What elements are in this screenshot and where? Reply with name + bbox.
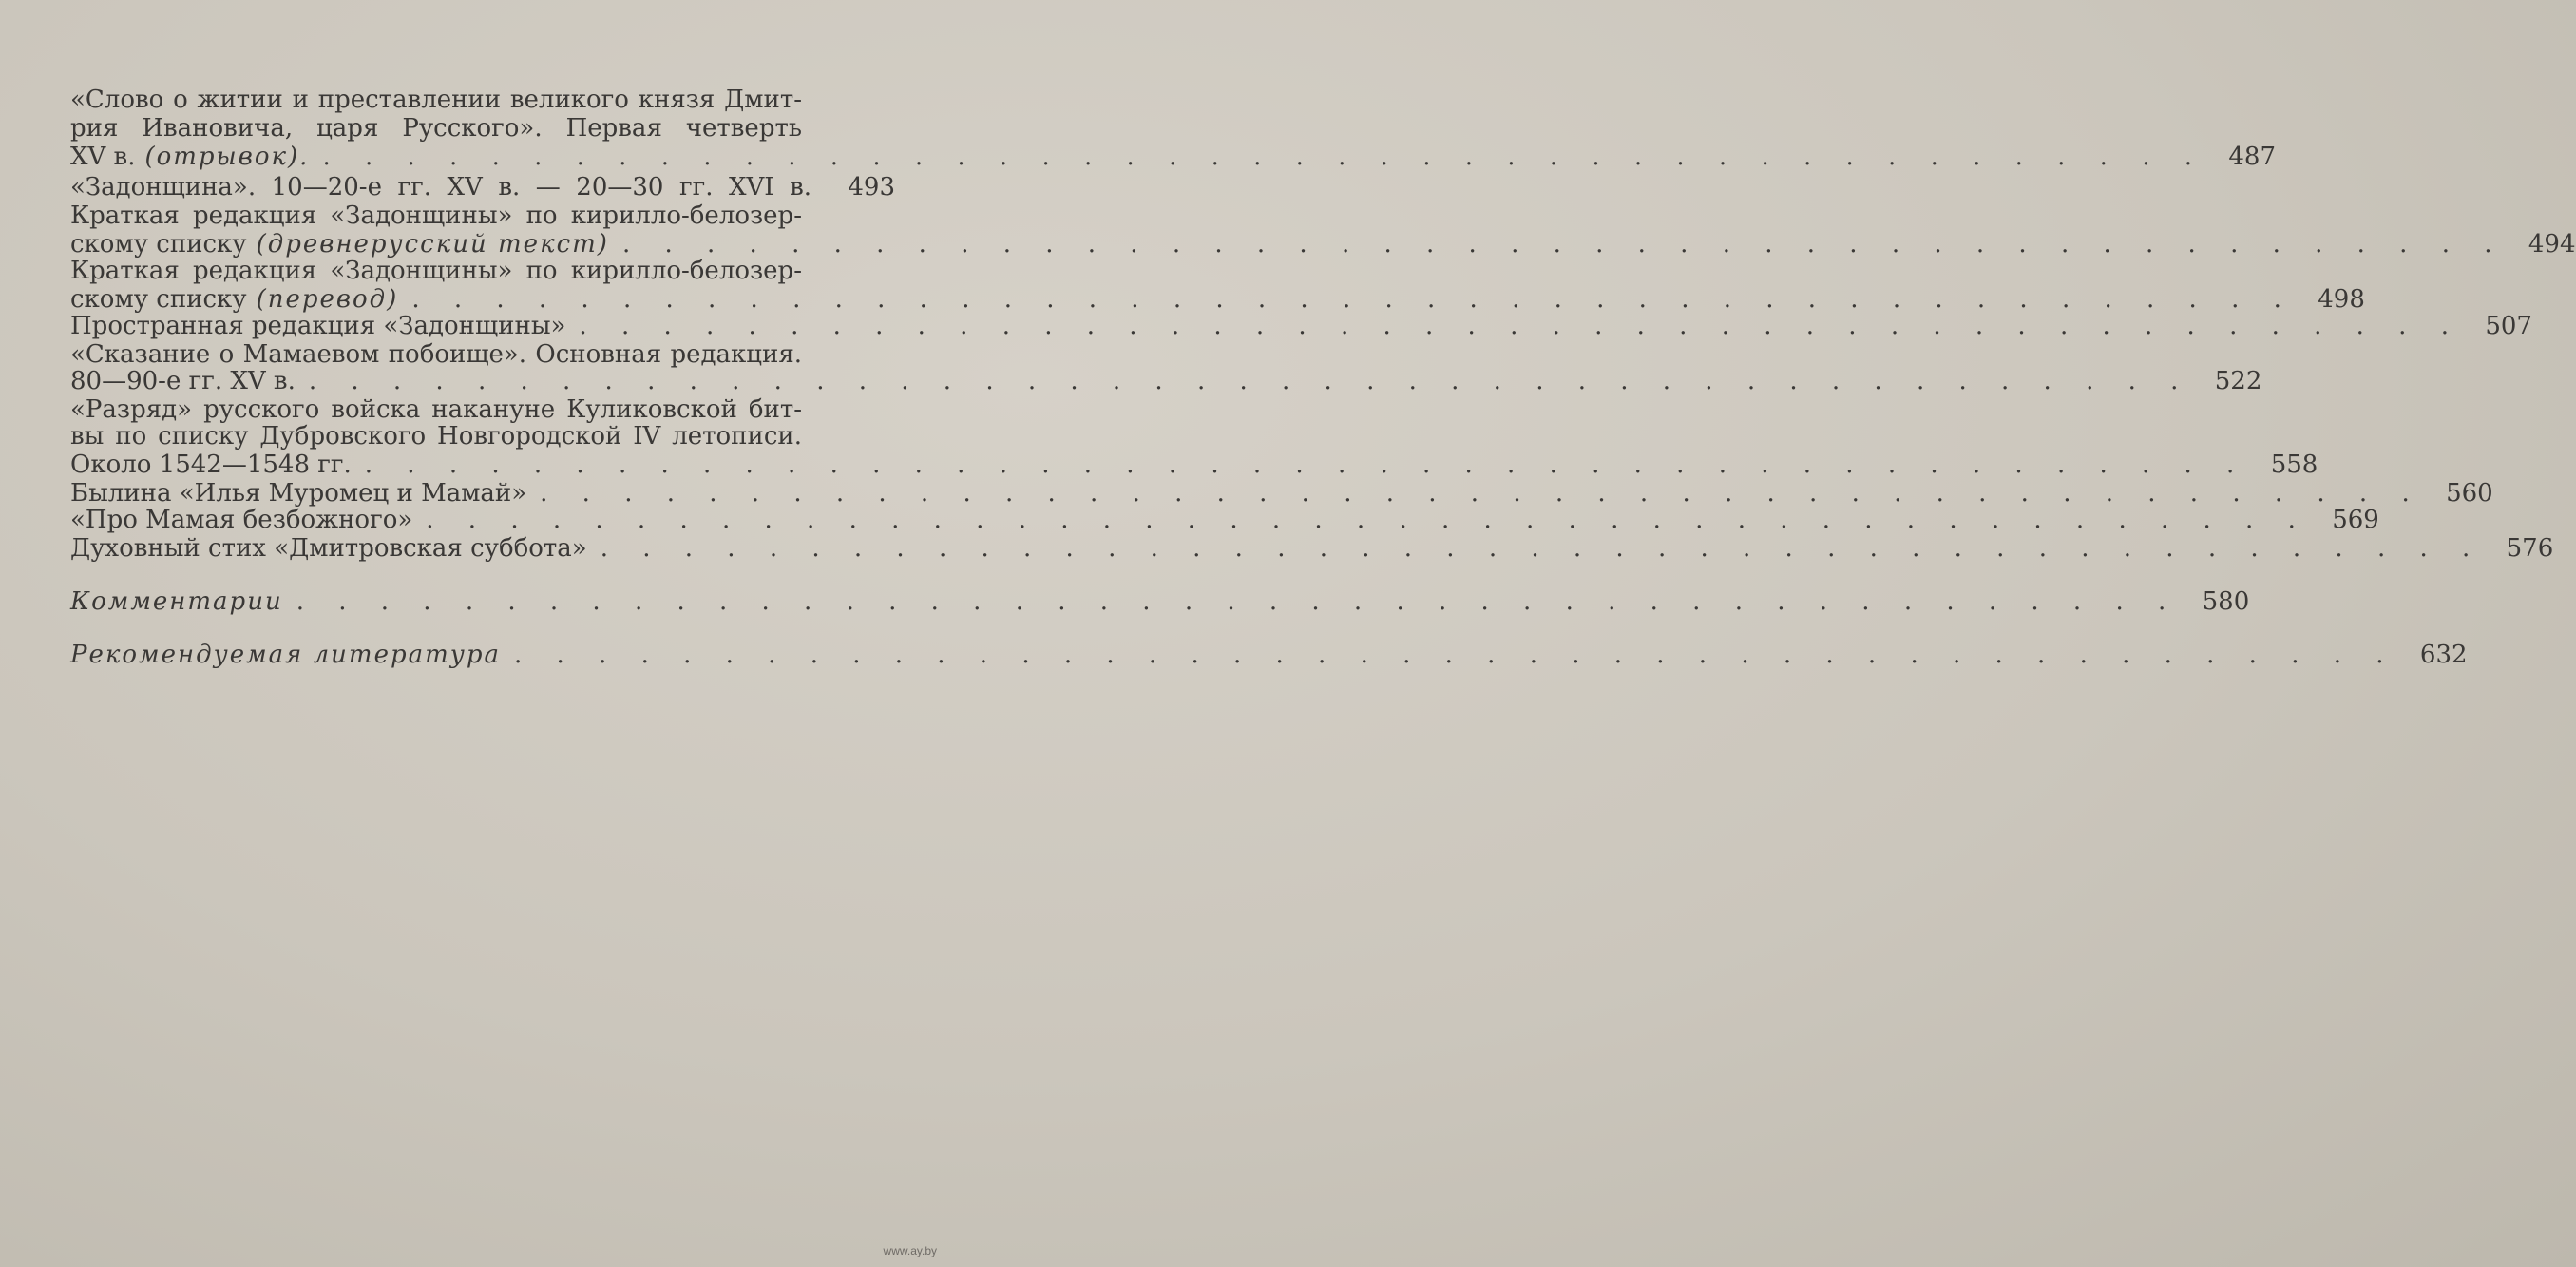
toc-entry-text: Пространная редакция «Задонщины» bbox=[70, 312, 566, 340]
toc-entry-comments bbox=[70, 587, 2250, 616]
toc-entry-line: «Слово о житии и преставлении великого князя Дмит- bbox=[70, 86, 802, 114]
toc-entry bbox=[70, 479, 2493, 508]
leader-dots: . . . . . . . . . . . . . . . . . . . . . . . . . . . . . . . . . . . . . . . . . . . . . bbox=[308, 367, 2192, 395]
toc-entry-line: «Разряд» русского войска накануне Куликовской бит- bbox=[70, 395, 802, 424]
leader-dots: . . . . . . . . . . . . . . . . . . . . . . . . . . . . . . . . . . . . . . . . . . . . . bbox=[513, 641, 2397, 669]
toc-entry bbox=[70, 451, 2318, 479]
toc-entry-italic: (древнерусский текст) bbox=[256, 230, 609, 259]
leader-dots: . . . . . . . . . . . . . . . . . . . . . . . . . . . . . . . . . . . . . . . . . . . . . bbox=[579, 312, 2462, 340]
toc-entry-italic: (перевод) bbox=[256, 285, 399, 314]
page-number: 507 bbox=[2485, 312, 2532, 340]
leader-dots: . . . . . . . . . . . . . . . . . . . . . . . . . . . . . . . . . . . . . . . . . . . . . bbox=[540, 479, 2423, 508]
toc-entry-italic: Рекомендуемая литература bbox=[70, 641, 501, 669]
toc-entry-line: Краткая редакция «Задонщины» по кирилло-белозер- bbox=[70, 257, 802, 285]
toc-entry-text: 80—90-е гг. XV в. bbox=[70, 367, 296, 395]
toc-entry-italic: Комментарии bbox=[70, 587, 283, 616]
toc-entry-line: вы по списку Дубровского Новгородской IV летописи. bbox=[70, 422, 802, 451]
page-number: 580 bbox=[2202, 587, 2250, 616]
page-number: 498 bbox=[2318, 285, 2365, 314]
leader-dots: . . . . . . . . . . . . . . . . . . . . . . . . . . . . . . . . . . . . . . . . . . . . . bbox=[296, 587, 2180, 616]
toc-entry-line: рия Ивановича, царя Русского». Первая четверть bbox=[70, 114, 802, 143]
toc-entry-text: «Про Мамая безбожного» bbox=[70, 506, 413, 534]
leader-dots: . . . . . . . . . . . . . . . . . . . . . . . . . . . . . . . . . . . . . . . . . . . . . bbox=[322, 143, 2206, 171]
toc-entry-literature bbox=[70, 641, 2468, 669]
toc-entry bbox=[70, 285, 2365, 314]
leader-dots: . . . . . . . . . . . . . . . . . . . . . . . . . . . . . . . . . . . . . . . . . . . . . bbox=[411, 285, 2295, 314]
toc-entry bbox=[70, 143, 2277, 171]
page-number: 576 bbox=[2506, 534, 2554, 563]
toc-entry-text: Былина «Илья Муромец и Мамай» bbox=[70, 479, 527, 508]
toc-entry-line: Краткая редакция «Задонщины» по кирилло-белозер- bbox=[70, 202, 802, 230]
toc-entry bbox=[70, 230, 2576, 259]
page-number: 493 bbox=[848, 173, 895, 202]
toc-entry-text: скому списку bbox=[70, 230, 247, 259]
toc-entry bbox=[70, 312, 2532, 340]
page-number: 522 bbox=[2214, 367, 2262, 395]
toc-entry-text: скому списку bbox=[70, 285, 247, 314]
toc-entry-line: «Сказание о Мамаевом побоище». Основная редакция. bbox=[70, 340, 802, 369]
leader-dots: . . . . . . . . . . . . . . . . . . . . . . . . . . . . . . . . . . . . . . . . . . . . . bbox=[426, 506, 2309, 534]
toc-entry-text: XV в. bbox=[70, 143, 136, 171]
toc-entry-text: Духовный стих «Дмитровская суббота» bbox=[70, 534, 587, 563]
toc-entry bbox=[70, 173, 895, 202]
leader-dots: . . . . . . . . . . . . . . . . . . . . . . . . . . . . . . . . . . . . . . . . . . . . . bbox=[364, 451, 2248, 479]
page-number: 558 bbox=[2270, 451, 2318, 479]
page-number: 487 bbox=[2228, 143, 2277, 171]
leader-dots: . . . . . . . . . . . . . . . . . . . . . . . . . . . . . . . . . . . . . . . . . . . . . bbox=[600, 534, 2484, 563]
watermark: www.ay.by bbox=[883, 1244, 937, 1257]
leader-dots: . . . . . . . . . . . . . . . . . . . . . . . . . . . . . . . . . . . . . . . . . . . . . bbox=[621, 230, 2506, 259]
toc-entry-text: Около 1542—1548 гг. bbox=[70, 451, 352, 479]
page-number: 632 bbox=[2419, 641, 2468, 669]
toc-entry bbox=[70, 534, 2554, 563]
toc-entry bbox=[70, 506, 2379, 534]
page-number: 560 bbox=[2446, 479, 2493, 508]
toc-entry-italic: (отрывок). bbox=[144, 143, 310, 171]
page-number: 494 bbox=[2528, 230, 2576, 259]
page-number: 569 bbox=[2332, 506, 2379, 534]
toc-entry bbox=[70, 367, 2262, 395]
toc-entry-text: «Задонщина». 10—20-е гг. XV в. — 20—30 гг. XVI в. bbox=[70, 173, 811, 202]
